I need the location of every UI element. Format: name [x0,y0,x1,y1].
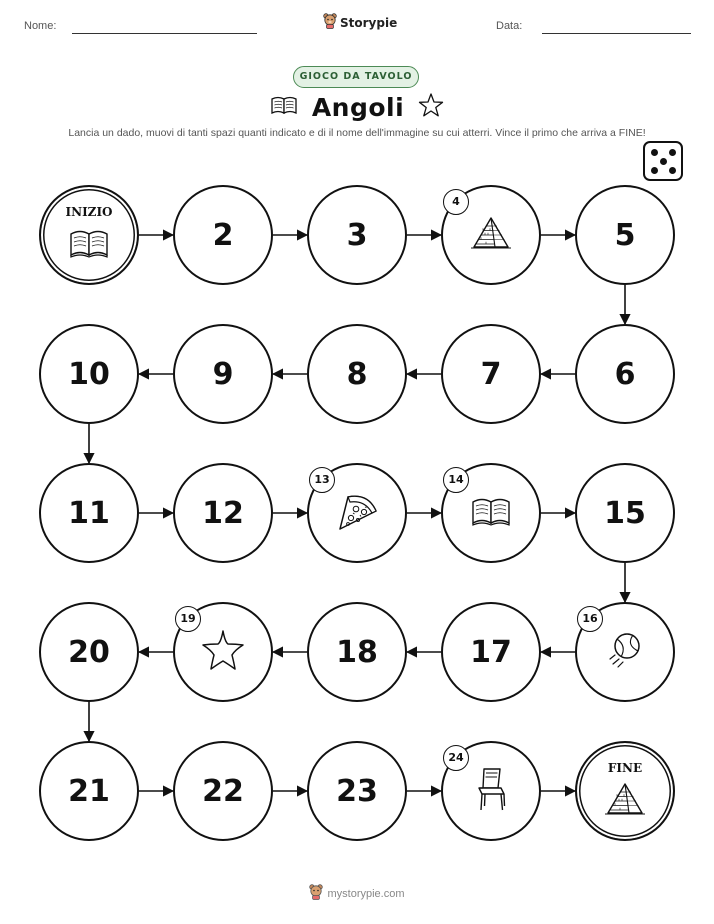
book-icon [68,228,110,262]
finish-label: FINE [607,761,643,775]
space-number: 23 [336,773,378,809]
board-space [307,185,407,285]
start-label: INIZIO [65,205,113,219]
brand-name: Storypie [340,16,398,30]
board-space [39,602,139,702]
space-number-badge: 16 [577,606,603,632]
space-number-badge: 24 [443,745,469,771]
board-space [173,741,273,841]
book-icon [470,496,512,530]
space-number: 22 [202,773,244,809]
space-number: 6 [614,356,636,392]
start-space [39,185,139,285]
board-space-picture [441,741,541,841]
page-title: Angoli [311,92,405,122]
pyramid-icon [605,781,645,821]
board-space [575,185,675,285]
board-space [173,324,273,424]
space-number: 2 [212,217,234,253]
footer [0,884,714,903]
board-space-picture [307,463,407,563]
board-space [441,324,541,424]
space-number: 3 [346,217,368,253]
space-number: 21 [68,773,110,809]
board-space [173,463,273,563]
space-number: 5 [614,217,636,253]
board-space [173,185,273,285]
space-number: 18 [336,634,378,670]
board-space-picture [575,602,675,702]
board-space-picture [173,602,273,702]
space-number: 11 [68,495,110,531]
board-space [307,602,407,702]
finish-space [575,741,675,841]
space-number: 9 [212,356,234,392]
board-space [39,463,139,563]
board-space [441,602,541,702]
board-space [575,463,675,563]
board-space [575,324,675,424]
space-number-badge: 13 [309,467,335,493]
name-label: Nome: [24,20,57,32]
star-icon [200,628,246,676]
board-space [307,741,407,841]
space-number: 15 [604,495,646,531]
pyramid-icon [471,215,511,255]
space-number-badge: 14 [443,467,469,493]
space-number-badge: 19 [175,606,201,632]
date-label: Data: [496,20,523,32]
board-space [39,324,139,424]
board-space-picture [441,463,541,563]
pizza-icon [334,489,380,537]
space-number: 10 [68,356,110,392]
space-number: 8 [346,356,368,392]
instructions-text: Lancia un dado, muovi di tanti spazi quanti indicato e di il nome dell'immagine su cui atterri. Vince il primo che arriva a FINE! [68,127,646,139]
bear-mascot-icon [309,884,323,903]
board-space [39,741,139,841]
category-badge: GIOCO DA TAVOLO [293,66,419,88]
board-space [307,324,407,424]
chair-icon [474,766,508,816]
space-number-badge: 4 [443,189,469,215]
board-space-picture [441,185,541,285]
space-number: 17 [470,634,512,670]
ball-icon [604,629,646,675]
space-number: 20 [68,634,110,670]
footer-url: mystorypie.com [327,887,405,900]
space-number: 7 [480,356,502,392]
space-number: 12 [202,495,244,531]
